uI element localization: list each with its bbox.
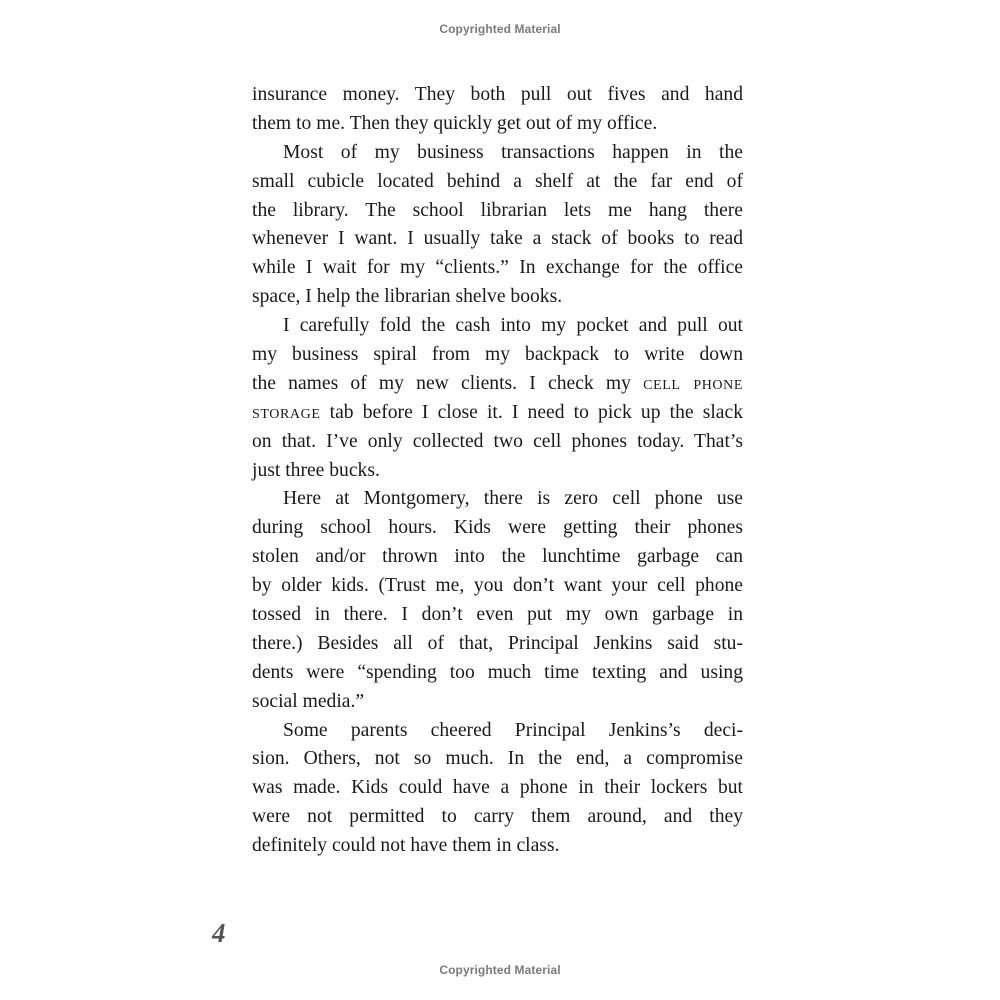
text-line: stolen and/or thrown into the lunchtime garbage can (252, 546, 743, 568)
small-caps-term: cell phone (643, 372, 744, 394)
text-line: were not permitted to carry them around, and they (252, 806, 743, 828)
text-line: by older kids. (Trust me, you don’t want your cell phone (252, 575, 743, 597)
text-line: insurance money. They both pull out fives and hand (252, 84, 743, 105)
text-line: space, I help the librarian shelve books. (252, 286, 563, 308)
text-line: the library. The school librarian lets me hang there (252, 199, 743, 221)
text-line: whenever I want. I usually take a stack of books to read (252, 228, 743, 250)
page-number: 4 (212, 918, 226, 948)
header-copyright-notice: Copyrighted Material (439, 22, 561, 36)
text-line: my business spiral from my backpack to write down (252, 344, 743, 366)
text-line: during school hours. Kids were getting their phones (252, 517, 743, 539)
text-line: there.) Besides all of that, Principal Jenkins said stu- (252, 632, 743, 654)
text-segment: the names of my new clients. I check my (252, 372, 644, 394)
text-line (252, 399, 743, 428)
body-text (252, 81, 743, 861)
text-line: I carefully fold the cash into my pocket and pull out (283, 315, 743, 337)
text-line: sion. Others, not so much. In the end, a compromise (252, 748, 743, 770)
text-line: Most of my business transactions happen in the (283, 141, 743, 163)
text-line: Some parents cheered Principal Jenkins’s deci- (283, 719, 743, 741)
text-line: dents were “spending too much time texting and using (252, 661, 743, 683)
text-line: Here at Montgomery, there is zero cell phone use (283, 488, 743, 510)
text-line: social media.” (252, 690, 365, 712)
text-line: on that. I’ve only collected two cell phones today. That’s (252, 430, 743, 452)
text-line: while I wait for my “clients.” In exchange for the office (252, 257, 743, 279)
text-line: tossed in there. I don’t even put my own garbage in (252, 604, 743, 626)
text-line: them to me. Then they quickly get out of my office. (252, 112, 658, 134)
footer-copyright-notice: Copyrighted Material (439, 963, 561, 977)
text-line (252, 370, 743, 399)
text-line: just three bucks. (252, 459, 380, 481)
text-line: small cubicle located behind a shelf at the far end of (252, 170, 743, 192)
small-caps-term: storage (252, 401, 321, 423)
text-segment: tab before I close it. I need to pick up the slack (320, 401, 743, 423)
text-line: was made. Kids could have a phone in their lockers but (252, 777, 743, 799)
text-line: definitely could not have them in class. (252, 835, 560, 857)
